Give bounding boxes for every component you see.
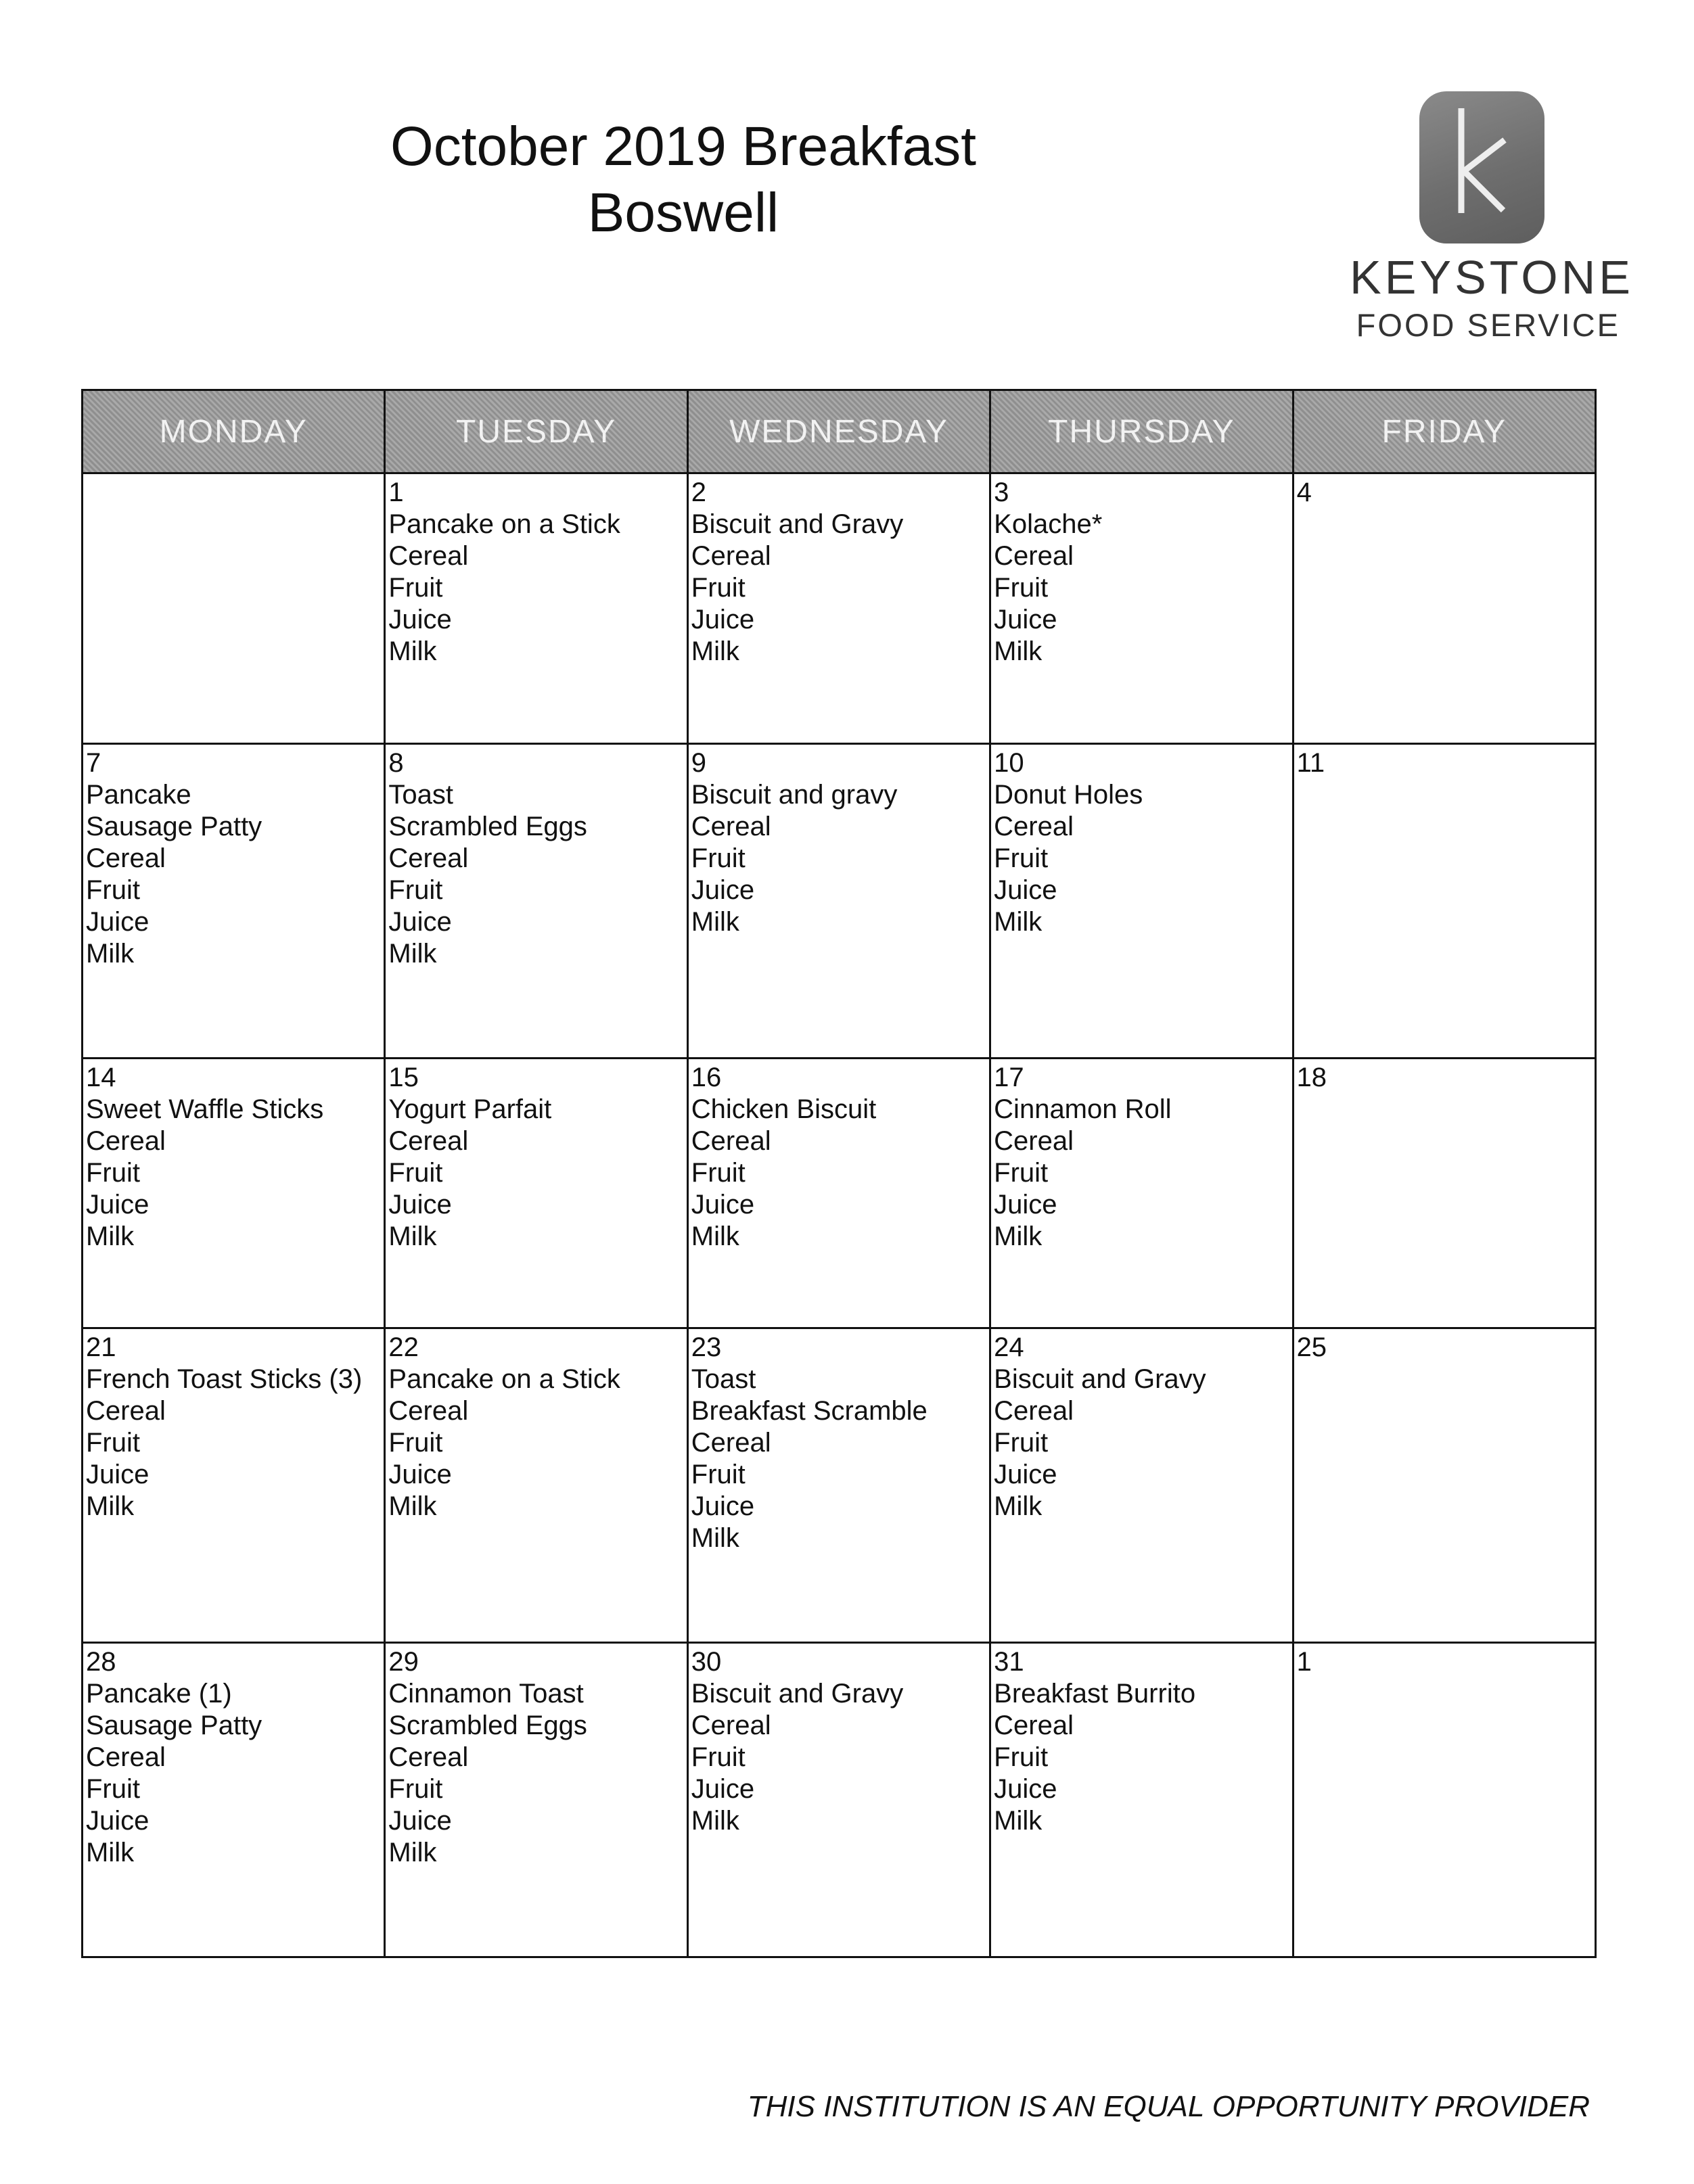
menu-item: Juice [691,1491,755,1522]
day-cell [83,743,385,1058]
menu-item: Juice [388,1806,452,1836]
day-number: 1 [388,478,404,507]
menu-item: Breakfast Scramble [691,1396,928,1426]
day-cell [1293,1328,1595,1643]
day-number: 9 [691,747,707,778]
menu-item: Chicken Biscuit [691,1094,877,1124]
menu-item: Sausage Patty [86,811,262,841]
day-cell [385,1058,687,1328]
day-cell [1293,743,1595,1058]
menu-item: Juice [86,1460,150,1490]
menu-item: Juice [691,1189,755,1219]
menu-item: Fruit [388,1157,443,1188]
menu-item: Fruit [994,1742,1049,1773]
menu-item: Juice [994,1189,1057,1219]
menu-item: Fruit [86,1428,140,1458]
menu-item: Milk [388,1838,437,1868]
menu-item: Juice [691,875,755,905]
menu-item: Milk [691,1806,739,1836]
menu-item: Cereal [691,1711,771,1741]
menu-item: Fruit [388,1428,443,1458]
menu-item: Cereal [691,1428,771,1458]
menu-item: Juice [86,906,150,937]
day-number: 15 [388,1062,419,1092]
menu-item: Juice [994,875,1057,905]
menu-item: Donut Holes [994,779,1143,810]
calendar-week-row [83,473,1596,744]
menu-item: Fruit [691,1157,746,1188]
menu-item: Juice [388,906,452,937]
menu-item: Cereal [86,1125,166,1156]
logo-subname: FOOD SERVICE [1356,307,1620,343]
menu-item: Juice [388,1460,452,1490]
school-name: Boswell [587,182,779,243]
day-number: 17 [994,1062,1024,1092]
day-number: 4 [1296,478,1312,507]
day-number: 3 [994,478,1009,507]
menu-item: Cereal [388,541,469,571]
day-cell [990,1643,1293,1957]
day-cell [385,473,687,744]
menu-item: Fruit [691,1460,746,1490]
menu-item: Juice [994,605,1057,634]
menu-item: Pancake (1) [86,1679,232,1709]
menu-item: Scrambled Eggs [388,811,587,841]
menu-item: Milk [388,938,437,969]
day-number: 16 [691,1062,722,1092]
menu-item: Cereal [691,1125,771,1156]
menu-calendar [81,389,1597,1958]
menu-item: Toast [388,779,453,810]
calendar-week-row [83,1058,1596,1328]
menu-item: Milk [691,1221,739,1251]
day-cell [990,1058,1293,1328]
day-cell [1293,1058,1595,1328]
weekday-header-monday: MONDAY [83,390,385,473]
menu-item: Yogurt Parfait [388,1094,552,1124]
menu-item: Juice [994,1774,1057,1805]
logo-name: KEYSTONE [1350,251,1634,304]
menu-item: Cereal [994,1711,1074,1741]
menu-item: Cereal [994,1396,1074,1426]
menu-item: Fruit [388,1774,443,1805]
menu-item: Cereal [86,843,166,873]
day-number: 25 [1296,1332,1327,1363]
day-cell [687,1058,990,1328]
menu-item: Toast [691,1364,756,1395]
menu-item: Sausage Patty [86,1711,262,1741]
day-cell [385,1328,687,1643]
day-number: 10 [994,747,1024,778]
day-cell [83,473,385,744]
menu-item: Milk [994,636,1043,666]
day-cell [687,473,990,744]
day-number: 22 [388,1332,419,1363]
k-logo-icon [1419,91,1544,243]
day-cell [990,743,1293,1058]
menu-item: Fruit [691,1742,746,1773]
day-number: 23 [691,1332,722,1363]
menu-item: Pancake on a Stick [388,509,620,539]
day-cell [385,1643,687,1957]
menu-item: Cereal [994,811,1074,841]
calendar-week-row [83,743,1596,1058]
menu-item: Juice [388,605,452,634]
menu-item: Milk [994,1806,1043,1836]
menu-item: Fruit [86,1157,140,1188]
day-cell [687,743,990,1058]
menu-item: Cereal [691,541,771,571]
day-cell [83,1328,385,1643]
menu-item: Cereal [388,1125,469,1156]
menu-item: Juice [691,605,755,634]
menu-item: Fruit [691,573,746,603]
menu-item: Juice [691,1774,755,1805]
weekday-header-wednesday: WEDNESDAY [687,390,990,473]
menu-item: Pancake [86,779,191,810]
day-number: 1 [1296,1647,1312,1677]
day-number: 24 [994,1332,1024,1363]
menu-item: Fruit [86,875,140,905]
day-cell [83,1643,385,1957]
weekday-header-tuesday: TUESDAY [385,390,687,473]
menu-item: Fruit [86,1774,140,1805]
menu-item: Milk [691,636,739,666]
day-number [86,477,381,509]
calendar-body [83,473,1596,1957]
menu-item: Milk [994,906,1043,937]
keystone-logo [1350,91,1634,343]
day-cell [1293,1643,1595,1957]
menu-item: Biscuit and Gravy [691,509,904,539]
day-number: 29 [388,1647,419,1677]
menu-item: Cereal [388,1742,469,1773]
menu-item: Milk [691,1523,739,1554]
menu-item: Milk [388,636,437,666]
weekday-header-row [83,390,1596,473]
day-cell [385,743,687,1058]
menu-item: Juice [86,1189,150,1219]
menu-item: Pancake on a Stick [388,1364,620,1395]
day-number: 21 [86,1332,116,1363]
day-number: 31 [994,1647,1024,1677]
day-number: 14 [86,1062,116,1092]
menu-item: Cereal [86,1742,166,1773]
equal-opportunity-notice: THIS INSTITUTION IS AN EQUAL OPPORTUNITY PROVIDER [747,2090,1590,2123]
day-number: 8 [388,747,404,778]
menu-item: Cereal [994,1125,1074,1156]
day-number: 18 [1296,1062,1327,1092]
menu-item: Cereal [691,811,771,841]
menu-item: Biscuit and Gravy [994,1364,1206,1395]
menu-item: Milk [994,1491,1043,1522]
menu-item: Biscuit and Gravy [691,1679,904,1709]
menu-item: Juice [994,1460,1057,1490]
menu-item: Fruit [691,843,746,873]
calendar-week-row [83,1643,1596,1957]
menu-item: Cereal [388,843,469,873]
menu-item: Milk [994,1221,1043,1251]
menu-item: Milk [388,1221,437,1251]
day-cell [83,1058,385,1328]
day-cell [687,1328,990,1643]
day-number: 2 [691,478,707,507]
menu-item: Milk [86,1838,135,1868]
menu-item: Juice [388,1189,452,1219]
menu-item: French Toast Sticks (3) [86,1364,363,1395]
menu-item: Sweet Waffle Sticks [86,1094,324,1124]
menu-item: Breakfast Burrito [994,1679,1196,1709]
day-cell [687,1643,990,1957]
day-number: 30 [691,1647,722,1677]
weekday-header-thursday: THURSDAY [990,390,1293,473]
menu-item: Milk [388,1491,437,1522]
day-cell [990,473,1293,744]
day-cell [1293,473,1595,744]
menu-item: Cereal [388,1396,469,1426]
day-number: 7 [86,747,101,778]
day-cell [990,1328,1293,1643]
calendar-week-row [83,1328,1596,1643]
menu-item: Milk [691,906,739,937]
menu-item: Fruit [388,573,443,603]
menu-item: Fruit [388,875,443,905]
menu-item: Scrambled Eggs [388,1711,587,1741]
menu-item: Fruit [994,843,1049,873]
page-title: October 2019 Breakfast [390,116,977,177]
weekday-header-friday: FRIDAY [1293,390,1595,473]
menu-item: Cinnamon Roll [994,1094,1172,1124]
day-number: 28 [86,1647,116,1677]
menu-item: Milk [86,1491,135,1522]
menu-item: Milk [86,938,135,969]
menu-item: Fruit [994,1428,1049,1458]
menu-item: Cinnamon Toast [388,1679,584,1709]
menu-item: Kolache* [994,509,1103,539]
menu-item: Juice [86,1806,150,1836]
menu-item: Milk [86,1221,135,1251]
menu-item: Cereal [994,541,1074,571]
day-number: 11 [1296,747,1325,778]
menu-item: Fruit [994,1157,1049,1188]
menu-item: Fruit [994,573,1049,603]
menu-item: Cereal [86,1396,166,1426]
menu-item: Biscuit and gravy [691,779,898,810]
